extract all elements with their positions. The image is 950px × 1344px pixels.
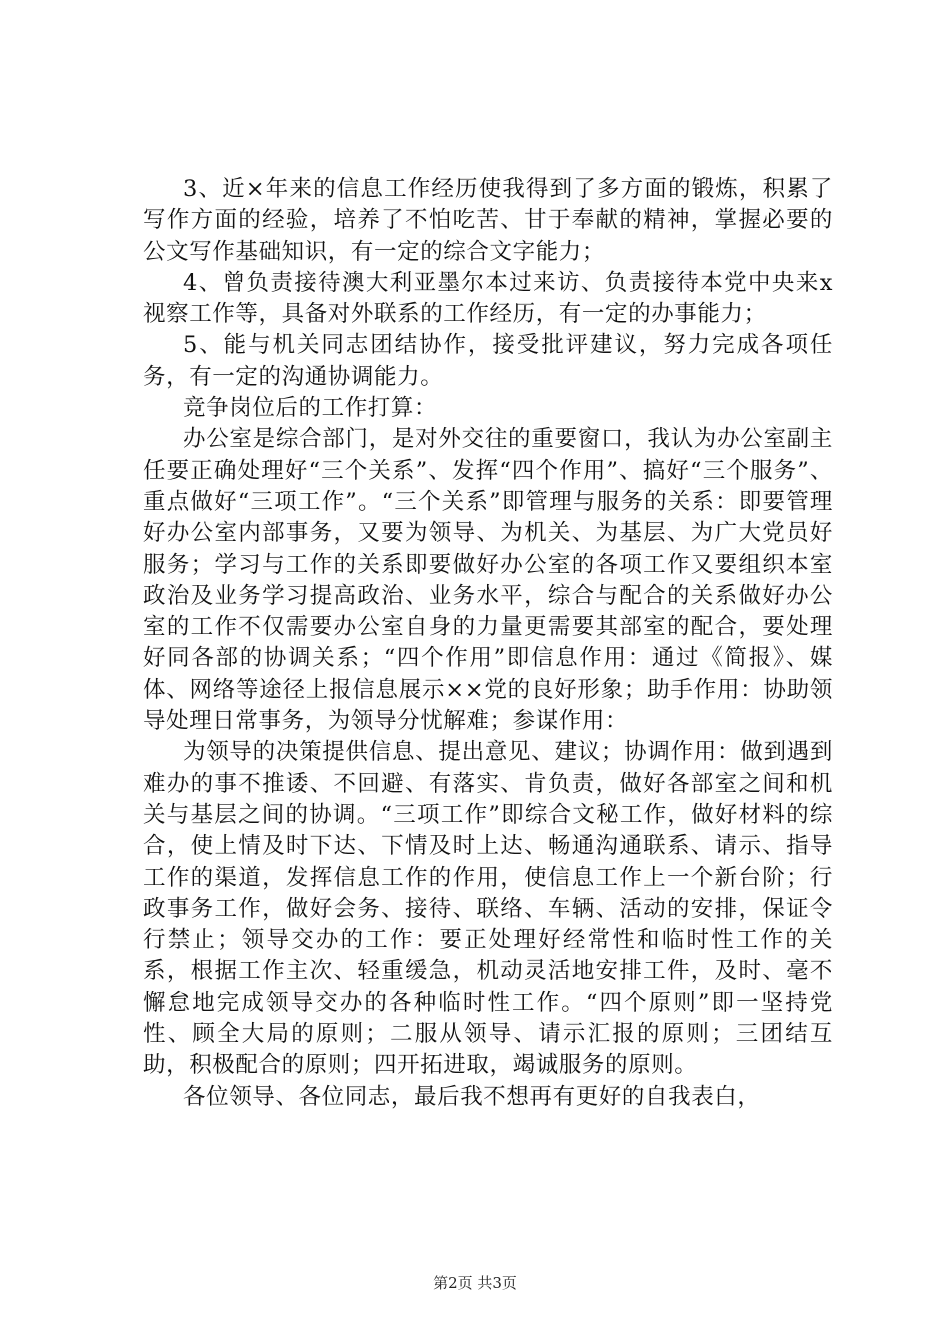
document-body (143, 174, 833, 1113)
paragraph-qualification-3: 3、近×年来的信息工作经历使我得到了多方面的锻炼，积累了写作方面的经验，培养了不怕吃苦、甘于奉献的精神，掌握必要的公文写作基础知识，有一定的综合文字能力； (143, 176, 833, 265)
paragraph-qualification-5: 5、能与机关同志团结协作，接受批评建议，努力完成各项任务，有一定的沟通协调能力。 (143, 332, 833, 390)
paragraph-closing: 各位领导、各位同志，最后我不想再有更好的自我表白， (183, 1083, 761, 1110)
paragraph-duties: 为领导的决策提供信息、提出意见、建议；协调作用：做到遇到难办的事不推诿、不回避、有落实、肯负责，做好各部室之间和机关与基层之间的协调。“三项工作”即综合文秘工作，做好材料的综合，使上情及时下达、下情及时上达、畅通沟通联系、请示、指导工作的渠道，发挥信息工作的作用，使信息工作上一个新台阶；行政事务工作，做好会务、接待、联络、车辆、活动的安排，保证令行禁止；领导交办的工作：要正处理好经常性和临时性工作的关系，根据工作主次、轻重缓急，机动灵活地安排工件，及时、毫不懈怠地完成领导交办的各种临时性工作。“四个原则”即一坚持党性、顾全大局的原则；二服从领导、请示汇报的原则；三团结互助，积极配合的原则；四开拓进取，竭诚服务的原则。 (143, 739, 833, 1079)
page-number-footer: 第2页 共3页 (433, 1274, 517, 1292)
paragraph-office-role: 办公室是综合部门，是对外交往的重要窗口，我认为办公室副主任要正确处理好“三个关系”、发挥“四个作用”、搞好“三个服务”、重点做好“三项工作”。“三个关系”即管理与服务的关系：即要管理好办公室内部事务，又要为领导、为机关、为基层、为广大党员好服务；学习与工作的关系即要做好办公室的各项工作又要组织本室政治及业务学习提高政治、业务水平，综合与配合的关系做好办公室的工作不仅需要办公室自身的力量更需要其部室的配合，要处理好同各部的协调关系；“四个作用”即信息作用：通过《简报》、媒体、网络等途径上报信息展示××党的良好形象；助手作用：协助领导处理日常事务，为领导分忧解难；参谋作用： (143, 426, 833, 735)
section-heading-work-plan: 竞争岗位后的工作打算： (183, 395, 438, 422)
paragraph-qualification-4: 4、曾负责接待澳大利亚墨尔本过来访、负责接待本党中央来x视察工作等，具备对外联系的工作经历，有一定的办事能力； (143, 269, 833, 328)
